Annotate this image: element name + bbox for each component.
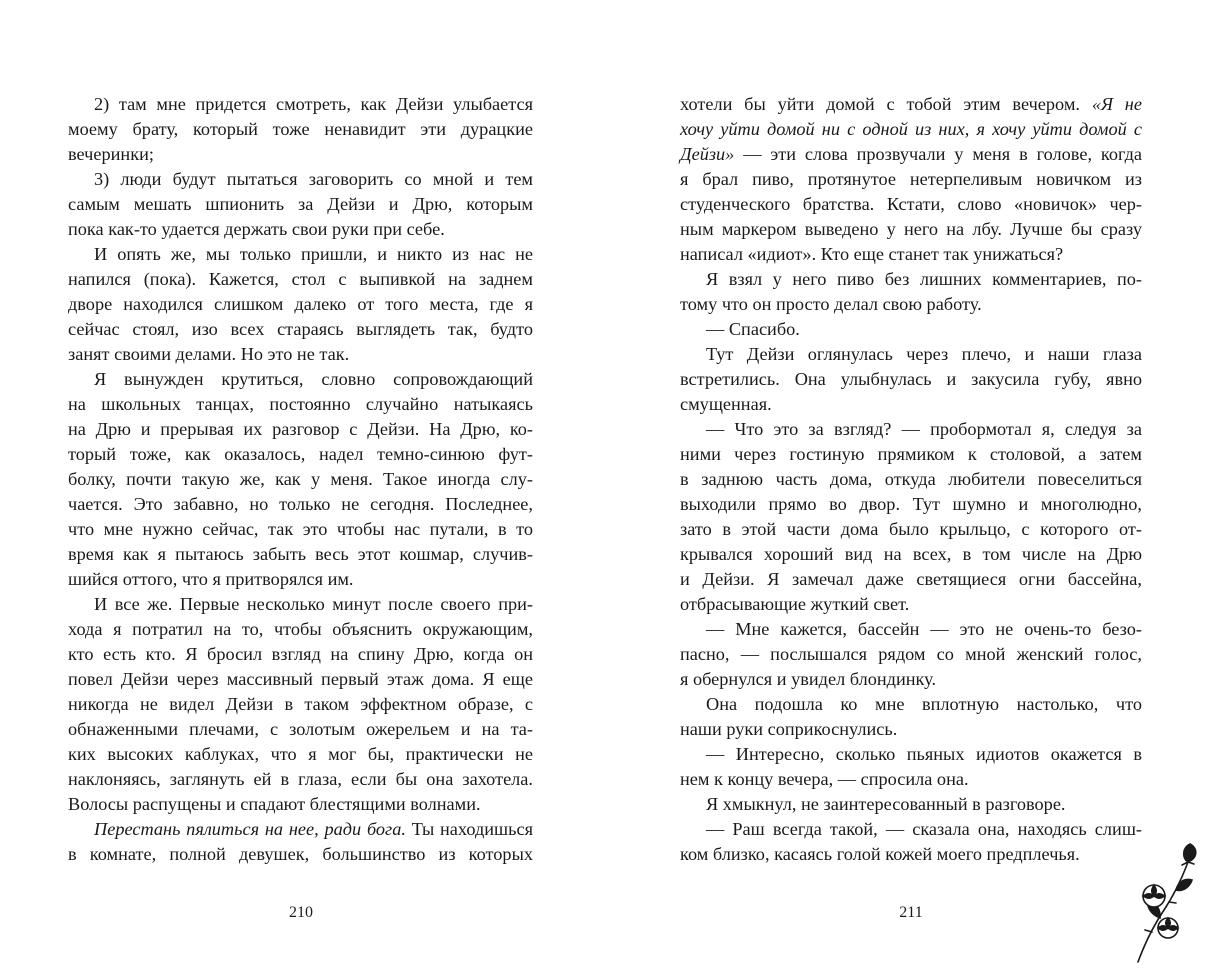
text-segment: в заднюю часть дома, откуда любители повеселиться	[680, 469, 1142, 489]
text-segment: выходили прямо во двор. Тут шумно и многолюдно,	[680, 494, 1142, 514]
text-segment: я брал пиво, протянутое нетерпеливым новичком из	[680, 169, 1142, 189]
text-segment: ным маркером выведено у него на лбу. Лучше бы сразу	[680, 219, 1142, 239]
text-line	[68, 342, 533, 367]
text-segment: хода я потратил на то, чтобы объяснить окружающим,	[68, 619, 533, 639]
italic-text: «Я не	[1091, 94, 1142, 114]
text-line	[680, 117, 1142, 142]
page-number-right: 211	[899, 904, 923, 921]
text-line	[680, 492, 1142, 517]
text-segment: что мне нужно сейчас, так это чтобы нас путали, в то	[68, 519, 533, 539]
text-line	[680, 642, 1142, 667]
text-line	[680, 842, 1142, 867]
text-segment: никогда не видел Дейзи в таком эффектном образе, с	[68, 694, 533, 714]
text-line	[68, 517, 533, 542]
text-line	[68, 167, 533, 192]
text-line	[680, 92, 1142, 117]
text-segment: чается. Это забавно, но только не сегодня. Последнее,	[68, 494, 533, 514]
text-segment: И все же. Первые несколько минут после своего при-	[94, 594, 533, 614]
text-segment: 3) люди будут пытаться заговорить со мной и тем	[94, 169, 533, 189]
text-segment: написал «идиот». Кто еще станет так унижаться?	[680, 244, 1064, 264]
text-line	[68, 717, 533, 742]
text-segment: наши руки соприкоснулись.	[680, 719, 898, 739]
text-segment: на Дрю и прерывая их разговор с Дейзи. На Дрю, ко-	[68, 419, 533, 439]
text-line	[68, 567, 533, 592]
text-line	[680, 367, 1142, 392]
text-segment: наклоняясь, заглянуть ей в глаза, если бы она захотела.	[68, 769, 533, 789]
text-segment: Тут Дейзи оглянулась через плечо, и наши глаза	[706, 344, 1142, 364]
text-line	[68, 292, 533, 317]
text-segment: — Интересно, сколько пьяных идиотов окажется в	[706, 744, 1142, 764]
text-line	[68, 842, 533, 867]
text-segment: сейчас стоял, изо всех стараясь выглядеть так, будто	[68, 319, 533, 339]
text-segment: отбрасывающие жуткий свет.	[680, 594, 910, 614]
text-segment: кто есть кто. Я бросил взгляд на спину Дрю, когда он	[68, 644, 533, 664]
text-segment: 2) там мне придется смотреть, как Дейзи улыбается	[94, 94, 533, 114]
text-segment: и Дейзи. Я замечал даже светящиеся огни бассейна,	[680, 569, 1142, 589]
text-segment: пасно, — послышался рядом со мной женский голос,	[680, 644, 1142, 664]
text-segment: напился (пока). Кажется, стол с выпивкой на заднем	[68, 269, 533, 289]
text-segment: ними через гостиную прямиком к столовой, а затем	[680, 444, 1142, 464]
text-segment: ких высоких каблуках, что я мог бы, практически не	[68, 744, 533, 764]
text-line	[68, 542, 533, 567]
text-line	[680, 292, 1142, 317]
text-line	[68, 392, 533, 417]
rose-branch-icon	[1124, 840, 1208, 965]
text-segment: шийся оттого, что я притворялся им.	[68, 569, 354, 589]
text-line	[68, 367, 533, 392]
text-line	[680, 617, 1142, 642]
text-segment: моему брату, который тоже ненавидит эти дурацкие	[68, 119, 533, 139]
text-line	[680, 517, 1142, 542]
text-segment: студенческого братства. Кстати, слово «новичок» чер-	[680, 194, 1142, 214]
text-segment: встретились. Она улыбнулась и закусила губу, явно	[680, 369, 1142, 389]
text-line	[680, 792, 1142, 817]
page-number-left: 210	[289, 904, 313, 921]
text-line	[68, 692, 533, 717]
text-line	[68, 667, 533, 692]
text-line	[68, 92, 533, 117]
text-segment: Я взял у него пиво без лишних комментариев, по-	[706, 269, 1142, 289]
text-line	[68, 492, 533, 517]
text-line	[68, 617, 533, 642]
text-line	[68, 817, 533, 842]
text-segment: — эти слова прозвучали у меня в голове, когда	[734, 144, 1142, 164]
italic-text: Перестань пялиться на нее, ради бога.	[94, 819, 406, 839]
left-page-text	[68, 92, 533, 867]
text-line	[680, 592, 1142, 617]
text-line	[68, 142, 533, 167]
text-line	[68, 117, 533, 142]
text-line	[68, 592, 533, 617]
text-line	[68, 742, 533, 767]
text-line	[680, 442, 1142, 467]
text-segment: болку, почти такую же, как у меня. Такое иногда слу-	[68, 469, 533, 489]
text-line	[680, 817, 1142, 842]
text-segment: — Что это за взгляд? — пробормотал я, следуя за	[706, 419, 1142, 439]
text-line	[680, 142, 1142, 167]
text-segment: хотели бы уйти домой с тобой этим вечером.	[680, 94, 1092, 114]
text-segment: вечеринки;	[68, 144, 154, 164]
text-segment: Она подошла ко мне вплотную настолько, что	[706, 694, 1142, 714]
text-line	[68, 767, 533, 792]
text-segment: Я хмыкнул, не заинтересованный в разговоре.	[706, 794, 1066, 814]
text-line	[680, 192, 1142, 217]
text-segment: на школьных танцах, постоянно случайно натыкаясь	[68, 394, 533, 414]
text-segment: И опять же, мы только пришли, и никто из нас не	[94, 244, 533, 264]
text-line	[680, 217, 1142, 242]
text-line	[680, 417, 1142, 442]
text-segment: — Раш всегда такой, — сказала она, находясь слиш-	[706, 819, 1142, 839]
text-segment: торый тоже, как оказалось, надел темно-синюю фут-	[68, 444, 533, 464]
text-line	[680, 267, 1142, 292]
right-page-text	[680, 92, 1142, 867]
text-line	[680, 392, 1142, 417]
text-segment: я обернулся и увидел блондинку.	[680, 669, 937, 689]
text-line	[680, 317, 1142, 342]
text-line	[680, 692, 1142, 717]
text-line	[68, 242, 533, 267]
text-line	[680, 567, 1142, 592]
text-line	[680, 667, 1142, 692]
italic-text: Дейзи»	[680, 144, 735, 164]
text-segment: самым мешать шпионить за Дейзи и Дрю, которым	[68, 194, 533, 214]
text-line	[68, 267, 533, 292]
text-line	[680, 717, 1142, 742]
text-line	[68, 792, 533, 817]
text-segment: — Спасибо.	[706, 319, 800, 339]
text-segment: смущенная.	[680, 394, 772, 414]
text-line	[68, 317, 533, 342]
text-segment: пока как-то удается держать свои руки при себе.	[68, 219, 445, 239]
text-segment: зато в этой части дома было крыльцо, с которого от-	[680, 519, 1142, 539]
text-segment: время как я пытаюсь забыть весь этот кошмар, случив-	[68, 544, 533, 564]
text-line	[68, 192, 533, 217]
text-line	[68, 217, 533, 242]
text-line	[68, 642, 533, 667]
text-line	[680, 467, 1142, 492]
italic-text: хочу уйти домой ни с одной из них, я хочу уйти домой с	[680, 119, 1142, 139]
text-segment: крывался хороший вид на всех, в том числе на Дрю	[680, 544, 1142, 564]
text-segment: Я вынужден крутиться, словно сопровождающий	[94, 369, 533, 389]
text-segment: в комнате, полной девушек, большинство из которых	[68, 844, 533, 864]
text-line	[680, 542, 1142, 567]
text-segment: нем к концу вечера, — спросила она.	[680, 769, 969, 789]
text-line	[680, 242, 1142, 267]
text-line	[680, 167, 1142, 192]
text-segment: ком близко, касаясь голой кожей моего предплечья.	[680, 844, 1080, 864]
text-segment: дворе находился слишком далеко от того места, где я	[68, 294, 533, 314]
text-line	[680, 767, 1142, 792]
text-segment: занят своими делами. Но это не так.	[68, 344, 350, 364]
text-segment: обнаженными плечами, с золотым ожерельем и на та-	[68, 719, 533, 739]
text-segment: Волосы распущены и спадают блестящими волнами.	[68, 794, 481, 814]
text-segment: тому что он просто делал свою работу.	[680, 294, 982, 314]
text-segment: — Мне кажется, бассейн — это не очень-то безо-	[706, 619, 1142, 639]
text-segment: повел Дейзи через массивный первый этаж дома. Я еще	[68, 669, 533, 689]
text-line	[680, 742, 1142, 767]
text-segment: Ты находишься	[405, 819, 533, 839]
text-line	[68, 417, 533, 442]
text-line	[68, 467, 533, 492]
text-line	[680, 342, 1142, 367]
text-line	[68, 442, 533, 467]
